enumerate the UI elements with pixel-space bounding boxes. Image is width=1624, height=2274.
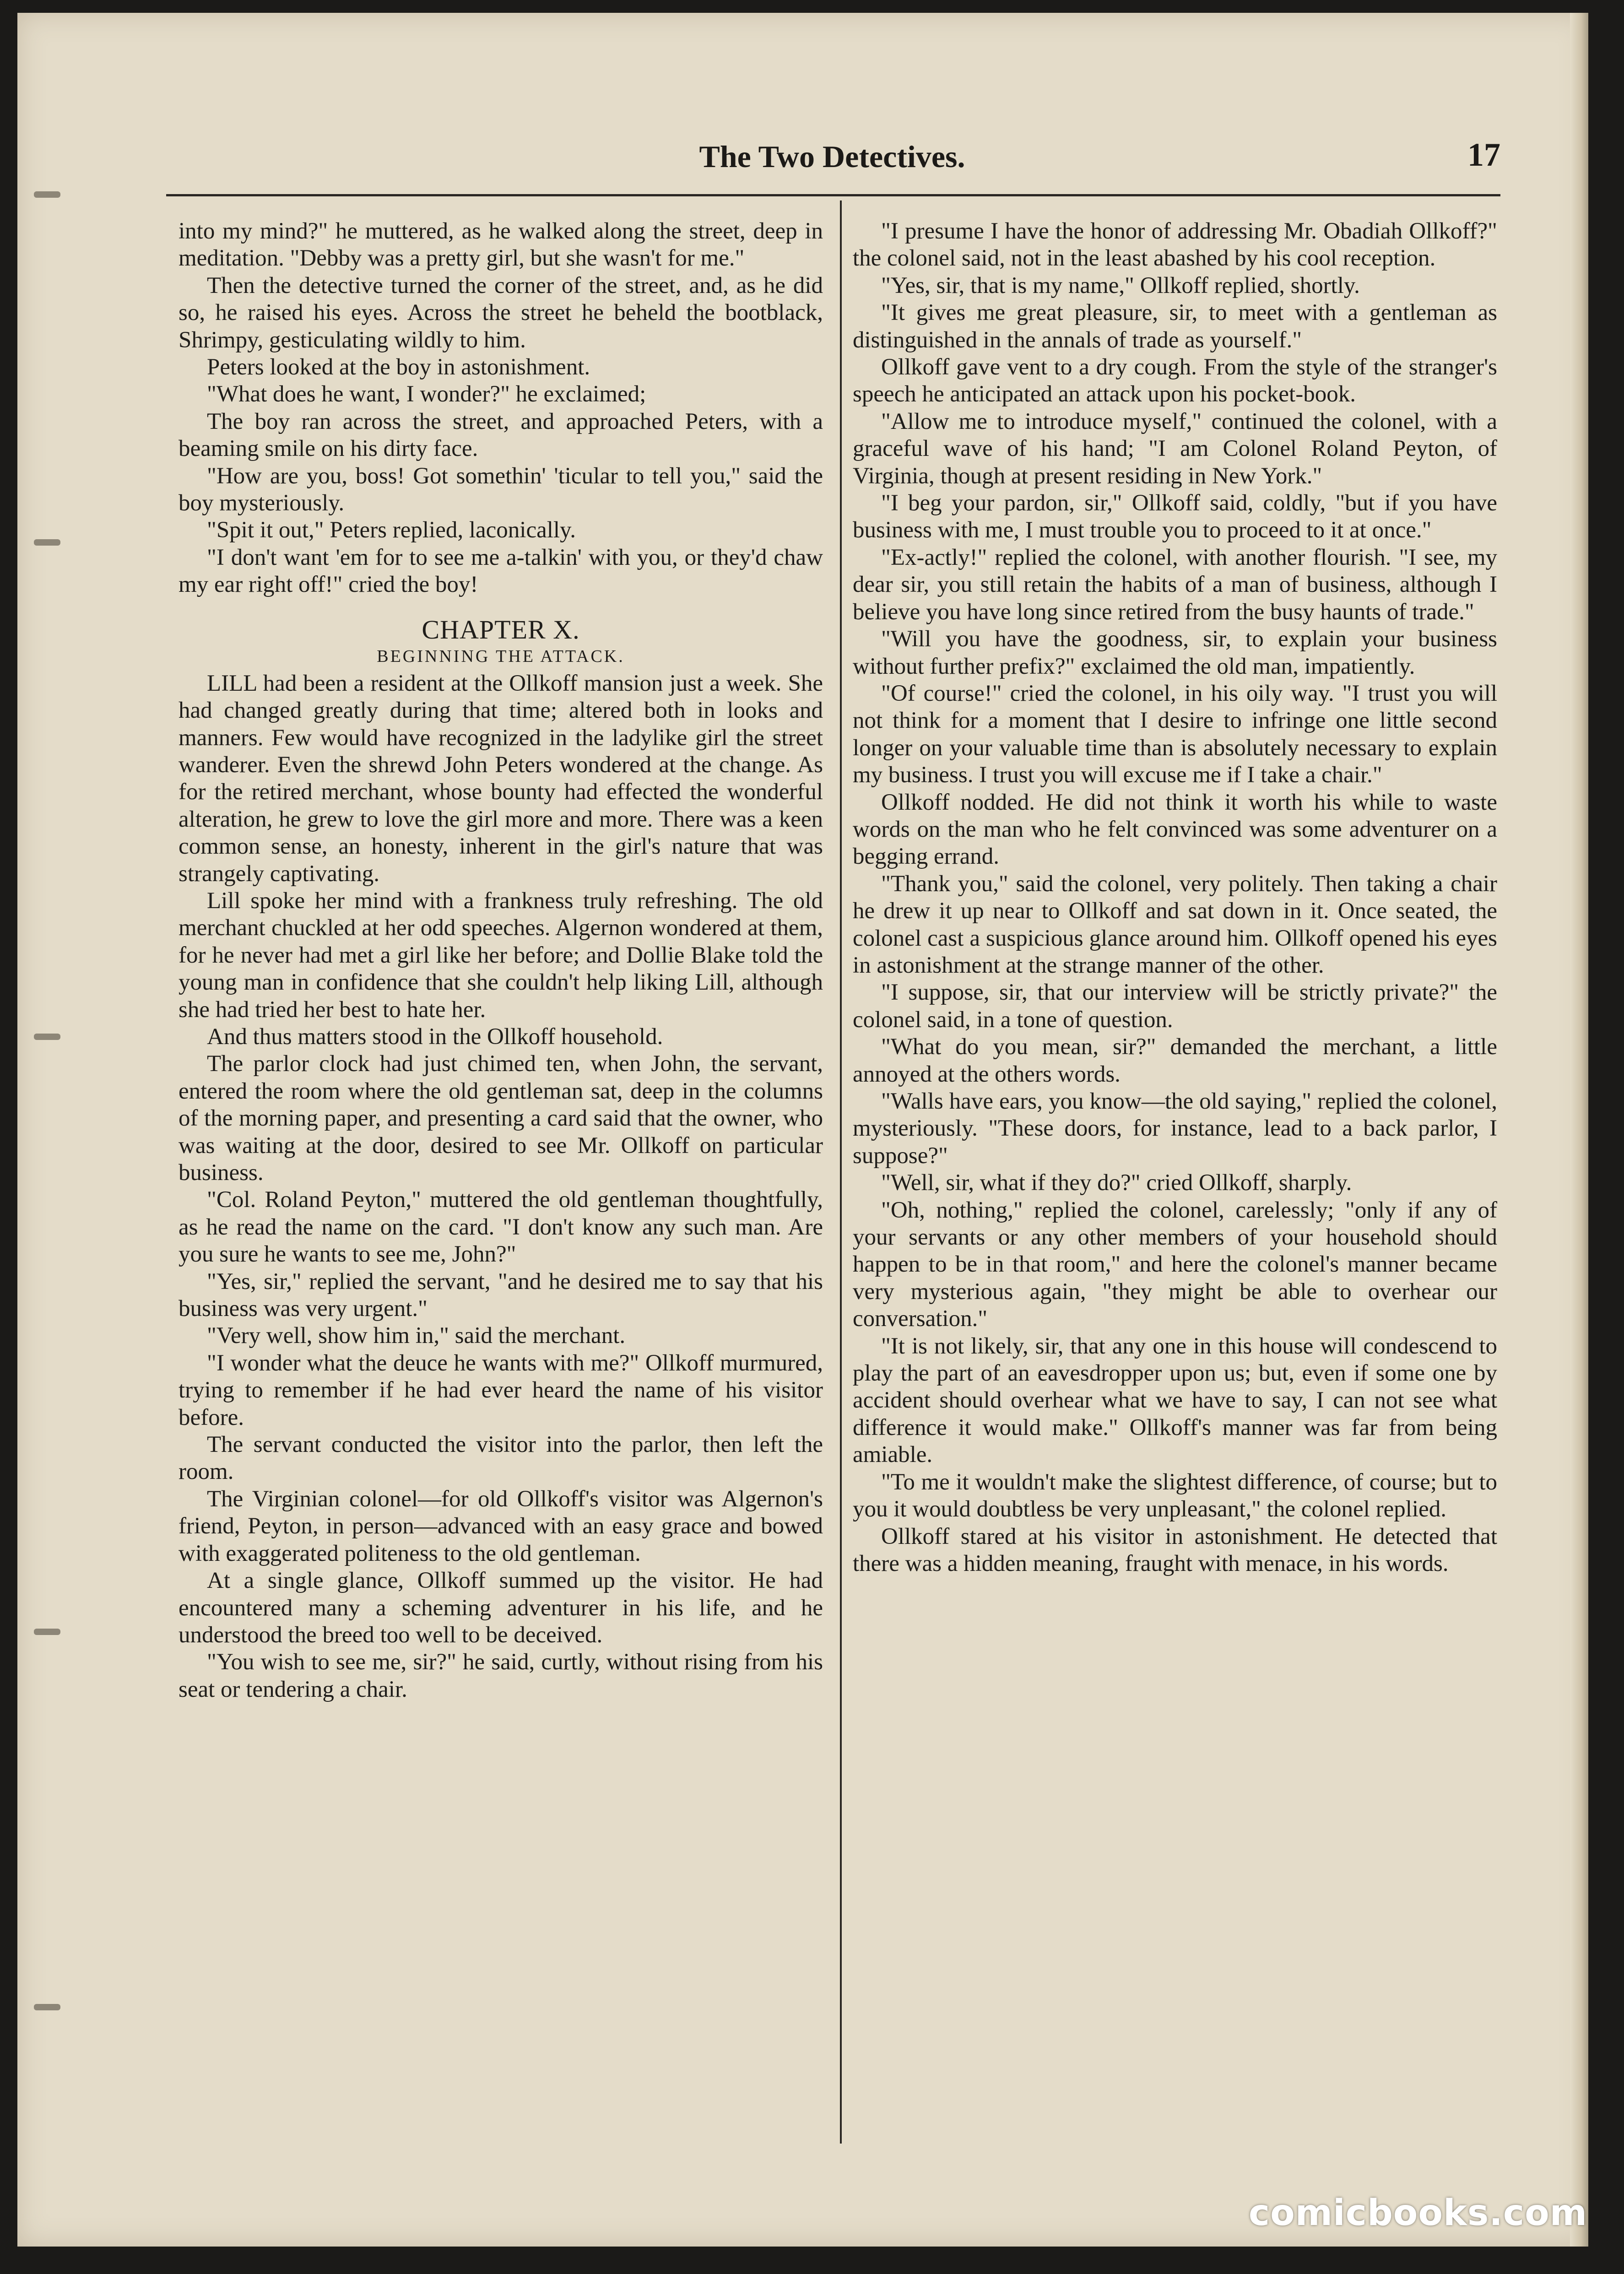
paragraph: "Of course!" cried the colonel, in his oily way. "I trust you will not think for a moment that I desire to infringe one little second longer on your valuable time than is absolutely necessary to explain my business. I trust you will excuse me if I take a chair.": [853, 680, 1497, 788]
paragraph: "Oh, nothing," replied the colonel, carelessly; "only if any of your servants or any other members of your household should happen to be in that room," and here the colonel's manner became very mysterious again, "they might be able to overhear our conversation.": [853, 1197, 1497, 1332]
paragraph: "What does he want, I wonder?" he exclaimed;: [207, 381, 646, 407]
paragraph: "Col. Roland Peyton," muttered the old gentleman thoughtfully, as he read the name on the card. "I don't know any such man. Are you sure he wants to see me, John?": [179, 1187, 823, 1267]
binding-staple: [34, 191, 60, 198]
chapter-title: CHAPTER X.: [422, 614, 580, 644]
paragraph: "I wonder what the deuce he wants with me?" Ollkoff murmured, trying to remember if he had ever heard the name of his visitor before.: [179, 1350, 823, 1430]
paragraph: The servant conducted the visitor into the parlor, then left the room.: [179, 1432, 823, 1485]
paragraph: "I beg your pardon, sir," Ollkoff said, coldly, "but if you have business with me, I must trouble you to proceed to it at once.": [853, 490, 1497, 543]
running-title: The Two Detectives.: [699, 139, 965, 174]
paragraph: Lill spoke her mind with a frankness truly refreshing. The old merchant chuckled at her odd speeches. Algernon wondered at them, for he never had met a girl like her before; and Dollie Blake told the young man in confidence that she couldn't help liking Lill, although she had tried her best to hate her.: [179, 888, 823, 1023]
paragraph: Then the detective turned the corner of the street, and, as he did so, he raised his eyes. Across the street he beheld the bootblack, Shrimpy, gesticulating wildly to him.: [179, 272, 823, 353]
paragraph: "You wish to see me, sir?" he said, curtly, without rising from his seat or tendering a chair.: [179, 1649, 823, 1702]
binding-staple: [34, 1034, 60, 1040]
paragraph: "Ex-actly!" replied the colonel, with another flourish. "I see, my dear sir, you still retain the habits of a man of business, although I believe you have long since retired from the busy haunts of trade.": [853, 544, 1497, 625]
page-header: [168, 130, 1500, 184]
paragraph: Peters looked at the boy in astonishment.: [207, 354, 590, 380]
page-number: 17: [1467, 136, 1500, 173]
paragraph: The boy ran across the street, and approached Peters, with a beaming smile on his dirty face.: [179, 408, 823, 462]
right-column: [853, 218, 1497, 1577]
paragraph: At a single glance, Ollkoff summed up the visitor. He had encountered many a scheming adventurer in his life, and he understood the breed too well to be deceived.: [179, 1568, 823, 1648]
paragraph: "I don't want 'em for to see me a-talkin' with you, or they'd chaw my ear right off!" cried the boy!: [179, 544, 823, 598]
paragraph: And thus matters stood in the Ollkoff household.: [207, 1023, 663, 1050]
paragraph: "Spit it out," Peters replied, laconically.: [207, 517, 576, 543]
paragraph: "It is not likely, sir, that any one in this house will condescend to play the part of an eavesdropper upon us; but, even if some one by accident should overhear what we have to say, I can not see what difference it would make." Ollkoff's manner was far from being amiable.: [853, 1333, 1497, 1468]
paragraph: The parlor clock had just chimed ten, when John, the servant, entered the room where the old gentleman sat, deep in the columns of the morning paper, and presenting a card said that the owner, who was waiting at the door, desired to see Mr. Ollkoff on particular business.: [179, 1051, 823, 1186]
site-watermark: comicbooks.com: [1248, 2193, 1587, 2234]
column-divider: [840, 200, 842, 2144]
paragraph: Ollkoff nodded. He did not think it worth his while to waste words on the man who he felt convinced was some adventurer on a begging errand.: [853, 789, 1497, 870]
paragraph: "It gives me great pleasure, sir, to meet with a gentleman as distinguished in the annals of trade as yourself.": [853, 300, 1497, 353]
paragraph: "What do you mean, sir?" demanded the merchant, a little annoyed at the others words.: [853, 1034, 1497, 1087]
left-column: [179, 218, 823, 1703]
paragraph: "I suppose, sir, that our interview will be strictly private?" the colonel said, in a tone of question.: [853, 980, 1497, 1033]
page-edge: [1570, 13, 1588, 2247]
paragraph: "Yes, sir," replied the servant, "and he desired me to say that his business was very urgent.": [179, 1268, 823, 1322]
paragraph: "Well, sir, what if they do?" cried Ollkoff, sharply.: [881, 1170, 1352, 1196]
header-rule: [166, 194, 1500, 196]
binding-staple: [34, 2004, 60, 2010]
chapter-subtitle: BEGINNING THE ATTACK.: [377, 646, 625, 666]
paragraph: "Allow me to introduce myself," continued the colonel, with a graceful wave of his hand; "I am Colonel Roland Peyton, of Virginia, though at present residing in New York.": [853, 408, 1497, 489]
book-page: [17, 13, 1588, 2247]
paragraph: Ollkoff stared at his visitor in astonishment. He detected that there was a hidden meaning, fraught with menace, in his words.: [853, 1523, 1497, 1576]
paragraph: "Will you have the goodness, sir, to explain your business without further prefix?" exclaimed the old man, impatiently.: [853, 626, 1497, 679]
paragraph: "To me it wouldn't make the slightest difference, of course; but to you it would doubtless be very unpleasant," the colonel replied.: [853, 1469, 1497, 1522]
paragraph: "Yes, sir, that is my name," Ollkoff replied, shortly.: [881, 272, 1360, 298]
paragraph: "Very well, show him in," said the merchant.: [207, 1323, 626, 1349]
paragraph: "How are you, boss! Got somethin' 'ticular to tell you," said the boy mysteriously.: [179, 463, 823, 516]
paragraph: into my mind?" he muttered, as he walked along the street, deep in meditation. "Debby was a pretty girl, but she wasn't for me.": [179, 218, 823, 271]
paragraph: Ollkoff gave vent to a dry cough. From the style of the stranger's speech he anticipated an attack upon his pocket-book.: [853, 354, 1497, 407]
paragraph: LILL had been a resident at the Ollkoff mansion just a week. She had changed greatly during that time; altered both in looks and manners. Few would have recognized in the ladylike girl the street wanderer. Even the shrewd John Peters wondered at the change. As for the retired merchant, whose bounty had effected the wonderful alteration, he grew to love the girl more and more. There was a keen common sense, an honesty, inherent in the girl's nature that was strangely captivating.: [179, 670, 823, 887]
binding-staple: [34, 539, 60, 546]
binding-staple: [34, 1629, 60, 1635]
paragraph: The Virginian colonel—for old Ollkoff's visitor was Algernon's friend, Peyton, in person—advanced with an easy grace and bowed with exaggerated politeness to the old gentleman.: [179, 1486, 823, 1566]
paragraph: "I presume I have the honor of addressing Mr. Obadiah Ollkoff?" the colonel said, not in the least abashed by his cool reception.: [853, 218, 1497, 271]
paragraph: "Thank you," said the colonel, very politely. Then taking a chair he drew it up near to Ollkoff and sat down in it. Once seated, the colonel cast a suspicious glance around him. Ollkoff opened his eyes in astonishment at the strange manner of the other.: [853, 871, 1497, 978]
paragraph: "Walls have ears, you know—the old saying," replied the colonel, mysteriously. "These doors, for instance, lead to a back parlor, I suppose?": [853, 1088, 1497, 1169]
